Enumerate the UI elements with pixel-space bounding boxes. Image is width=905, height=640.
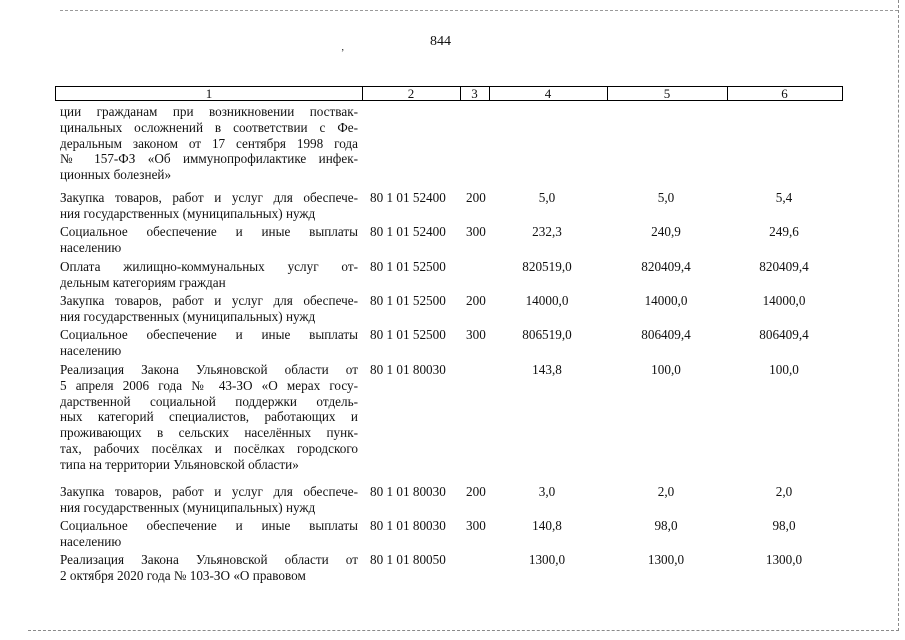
- description-line: ния государственных (муниципальных) нужд: [60, 308, 316, 324]
- budget-code: 80 1 01 52500: [370, 259, 446, 274]
- description-line: Закупка товаров, работ и услуг для обеспече-: [60, 190, 358, 205]
- budget-code: 80 1 01 80030: [370, 362, 446, 377]
- header-col-1: 1: [56, 87, 363, 100]
- row-description: [60, 362, 358, 473]
- description-line: Оплата жилищно-коммунальных услуг от-: [60, 259, 358, 274]
- value-year-1: 1300,0: [528, 552, 566, 567]
- description-line: Социальное обеспечение и иные выплаты: [60, 518, 358, 533]
- description-line: дарственной социальной поддержки отдель-: [60, 393, 358, 409]
- description-line: проживающих в сельских населённых пунк-: [60, 425, 358, 441]
- value-year-3: 100,0: [769, 362, 799, 377]
- row-description: [60, 484, 358, 516]
- description-line: ния государственных (муниципальных) нужд: [60, 499, 316, 515]
- budget-code: 80 1 01 80050: [370, 552, 446, 567]
- value-year-2: 98,0: [654, 518, 678, 533]
- description-line: деральным законом от 17 сентября 1998 года: [60, 135, 358, 151]
- description-line: ния государственных (муниципальных) нужд: [60, 205, 316, 221]
- value-year-1: 806519,0: [522, 327, 572, 342]
- budget-code: 80 1 01 52500: [370, 293, 446, 308]
- description-line: ционных болезней»: [60, 167, 172, 183]
- description-line: Социальное обеспечение и иные выплаты: [60, 224, 358, 239]
- row-description: [60, 224, 358, 256]
- value-year-1: 232,3: [532, 224, 562, 239]
- description-line: населению: [60, 239, 122, 255]
- header-col-3: 3: [460, 87, 490, 100]
- value-year-2: 820409,4: [641, 259, 691, 274]
- description-line: Закупка товаров, работ и услуг для обеспече-: [60, 293, 358, 308]
- budget-code: 80 1 01 52400: [370, 190, 446, 205]
- value-year-1: 14000,0: [525, 293, 569, 308]
- description-line: 5 апреля 2006 года № 43-ЗО «О мерах госу-: [60, 377, 358, 393]
- expense-type: 300: [466, 327, 486, 342]
- value-year-3: 249,6: [769, 224, 799, 239]
- description-line: цинальных осложнений в соответствии с Фе-: [60, 119, 358, 135]
- page-number: 844: [430, 34, 451, 49]
- header-col-4: 4: [489, 87, 608, 100]
- header-col-5: 5: [607, 87, 728, 100]
- value-year-2: 240,9: [651, 224, 681, 239]
- budget-code: 80 1 01 52400: [370, 224, 446, 239]
- description-line: дельным категориям граждан: [60, 274, 226, 290]
- value-year-2: 1300,0: [647, 552, 685, 567]
- value-year-2: 100,0: [651, 362, 681, 377]
- description-line: Реализация Закона Ульяновской области от: [60, 552, 358, 567]
- description-line: ных категорий специалистов, работающих и: [60, 409, 358, 425]
- value-year-3: 5,4: [775, 190, 793, 205]
- description-line: типа на территории Ульяновской области»: [60, 456, 299, 472]
- value-year-2: 5,0: [657, 190, 675, 205]
- expense-type: 200: [466, 484, 486, 499]
- value-year-3: 98,0: [772, 518, 796, 533]
- value-year-3: 820409,4: [759, 259, 809, 274]
- value-year-2: 14000,0: [644, 293, 688, 308]
- row-description: [60, 293, 358, 325]
- value-year-1: 5,0: [538, 190, 556, 205]
- budget-code: 80 1 01 52500: [370, 327, 446, 342]
- value-year-1: 140,8: [532, 518, 562, 533]
- description-line: тах, рабочих посёлках и посёлках городского: [60, 440, 358, 456]
- value-year-2: 2,0: [657, 484, 675, 499]
- expense-type: 200: [466, 293, 486, 308]
- description-line: 2 октября 2020 года № 103-ЗО «О правовом: [60, 567, 306, 583]
- description-line: Реализация Закона Ульяновской области от: [60, 362, 358, 377]
- scan-speck: ’: [341, 48, 345, 59]
- budget-code: 80 1 01 80030: [370, 518, 446, 533]
- description-line: № 157-ФЗ «Об иммунопрофилактике инфек-: [60, 151, 358, 167]
- value-year-3: 806409,4: [759, 327, 809, 342]
- expense-type: 300: [466, 518, 486, 533]
- description-line: ции гражданам при возникновении поствак-: [60, 104, 358, 119]
- value-year-1: 3,0: [538, 484, 556, 499]
- row-description: [60, 327, 358, 359]
- description-line: Закупка товаров, работ и услуг для обеспече-: [60, 484, 358, 499]
- expense-type: 300: [466, 224, 486, 239]
- description-line: населению: [60, 533, 122, 549]
- scan-edge-line: [60, 10, 898, 11]
- header-col-2: 2: [362, 87, 461, 100]
- expense-type: 200: [466, 190, 486, 205]
- value-year-3: 2,0: [775, 484, 793, 499]
- description-line: населению: [60, 342, 122, 358]
- row-description: [60, 552, 358, 584]
- value-year-1: 143,8: [532, 362, 562, 377]
- value-year-3: 1300,0: [765, 552, 803, 567]
- table-header: [55, 86, 843, 101]
- value-year-1: 820519,0: [522, 259, 572, 274]
- row-description: [60, 190, 358, 222]
- description-line: Социальное обеспечение и иные выплаты: [60, 327, 358, 342]
- row-description: [60, 518, 358, 550]
- header-col-6: 6: [781, 86, 788, 101]
- row-description: [60, 259, 358, 291]
- value-year-3: 14000,0: [762, 293, 806, 308]
- budget-code: 80 1 01 80030: [370, 484, 446, 499]
- row-description: [60, 104, 358, 183]
- value-year-2: 806409,4: [641, 327, 691, 342]
